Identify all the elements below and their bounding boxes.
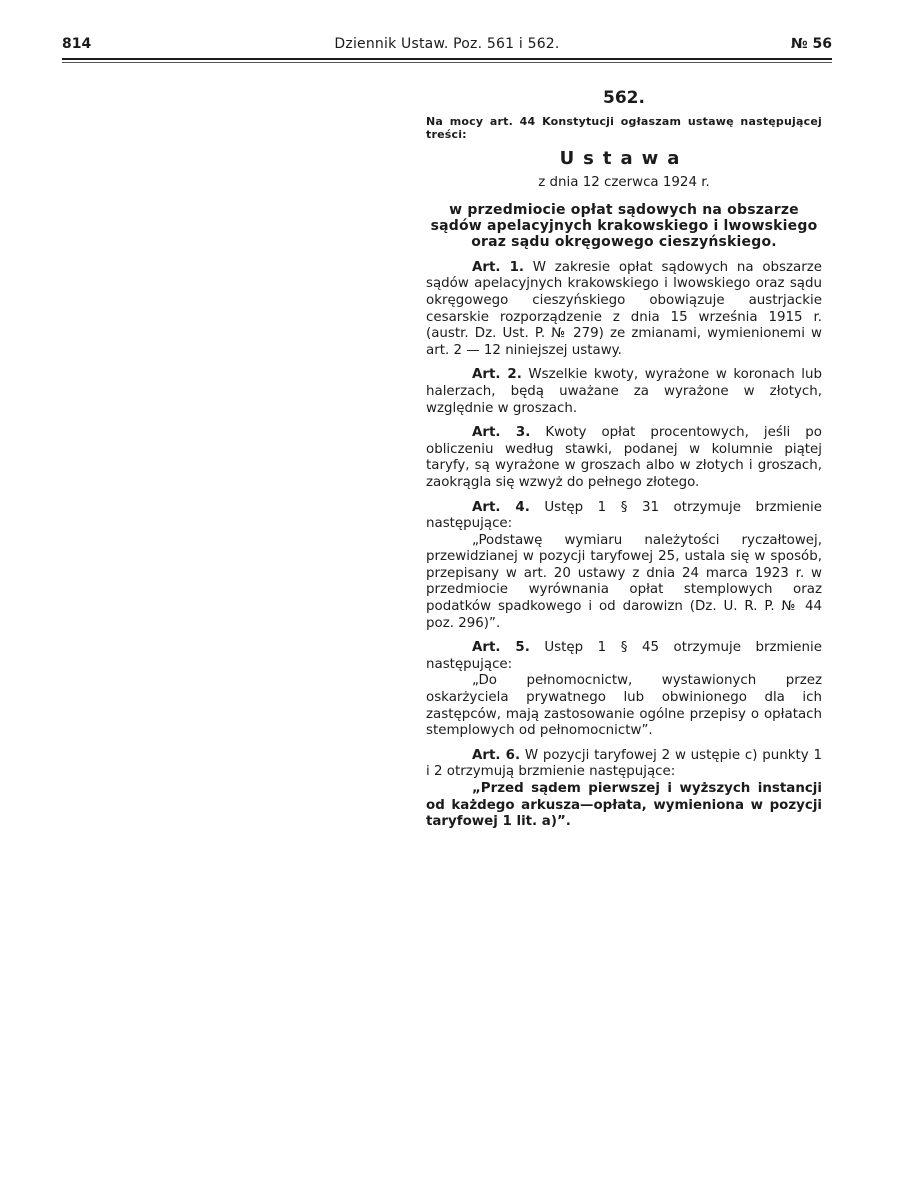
document-column	[426, 88, 822, 839]
article-label: Art. 1.	[472, 259, 525, 275]
article-label: Art. 3.	[472, 425, 531, 441]
article-quote: „Do pełnomocnictw, wystawionych przez oskarżyciela prywatnego lub obwinionego dla ich zastępców, mają zastosowanie ogólne przepisy o opłatach stemplowych od pełnomocnictw”.	[426, 673, 822, 739]
article-label: Art. 5.	[472, 640, 530, 656]
article-label: Art. 2.	[472, 367, 522, 383]
act-subject: w przedmiocie opłat sądowych na obszarze sądów apelacyjnych krakowskiego i lwowskiego oraz sądu okręgowego cieszyńskiego.	[430, 201, 818, 250]
article-label: Art. 6.	[472, 747, 521, 763]
act-date: z dnia 12 czerwca 1924 r.	[538, 175, 710, 191]
article-3	[426, 425, 822, 491]
article-1	[426, 260, 822, 360]
position-number: 562.	[603, 88, 645, 108]
article-quote: „Podstawę wymiaru należytości ryczałtowej, przewidzianej w pozycji taryfowej 25, ustala się w sposób, przepisany w art. 20 ustawy z dnia 24 marca 1923 r. w przedmiocie wyrównania opłat stemplowych oraz podatków spadkowego i od darowizn (Dz. U. R. P. № 44 poz. 296)”.	[426, 532, 822, 631]
article-label: Art. 4.	[472, 499, 530, 515]
article-4	[426, 500, 822, 633]
article-text: W pozycji taryfowej 2 w ustępie c) punkty 1 i 2 otrzymują brzmienie następujące:	[426, 747, 822, 780]
page-number: 814	[62, 36, 92, 52]
article-text: Wszelkie kwoty, wyrażone w koronach lub halerzach, będą uważane za wyrażone w złotych, względnie w groszach.	[426, 367, 823, 416]
header-rule	[62, 58, 832, 60]
journal-title: Dziennik Ustaw. Poz. 561 i 562.	[334, 36, 560, 52]
act-heading: Ustawa	[559, 147, 689, 169]
article-2	[426, 367, 822, 417]
article-text: W zakresie opłat sądowych na obszarze sądów apelacyjnych krakowskiego i lwowskiego oraz sądu okręgowego cieszyńskiego obowiązuje austrjackie cesarskie rozporządzenie z dnia 15 września 1915 r. (austr. Dz. Ust. P. № 279) ze zmianami, wymienionemi w art. 2 — 12 niniejszej ustawy.	[426, 259, 822, 358]
article-6	[426, 748, 822, 831]
header-rule-thin	[62, 62, 832, 63]
page-header	[62, 36, 832, 56]
issue-number: № 56	[790, 36, 832, 52]
article-text: Ustęp 1 § 45 otrzymuje brzmienie następujące:	[426, 640, 822, 672]
promulgation-intro: Na mocy art. 44 Konstytucji ogłaszam ustawę następującej treści:	[426, 114, 822, 141]
article-text: Kwoty opłat procentowych, jeśli po obliczeniu według stawki, podanej w kolumnie piątej taryfy, są wyrażone w groszach albo w złotych i groszach, zaokrągla się wzwyż do pełnego złotego.	[426, 425, 822, 490]
article-5	[426, 640, 822, 740]
article-text: Ustęp 1 § 31 otrzymuje brzmienie następujące:	[426, 499, 822, 532]
article-quote: „Przed sądem pierwszej i wyższych instancji od każdego arkusza—opłata, wymieniona w pozycji taryfowej 1 lit. a)”.	[426, 781, 822, 830]
